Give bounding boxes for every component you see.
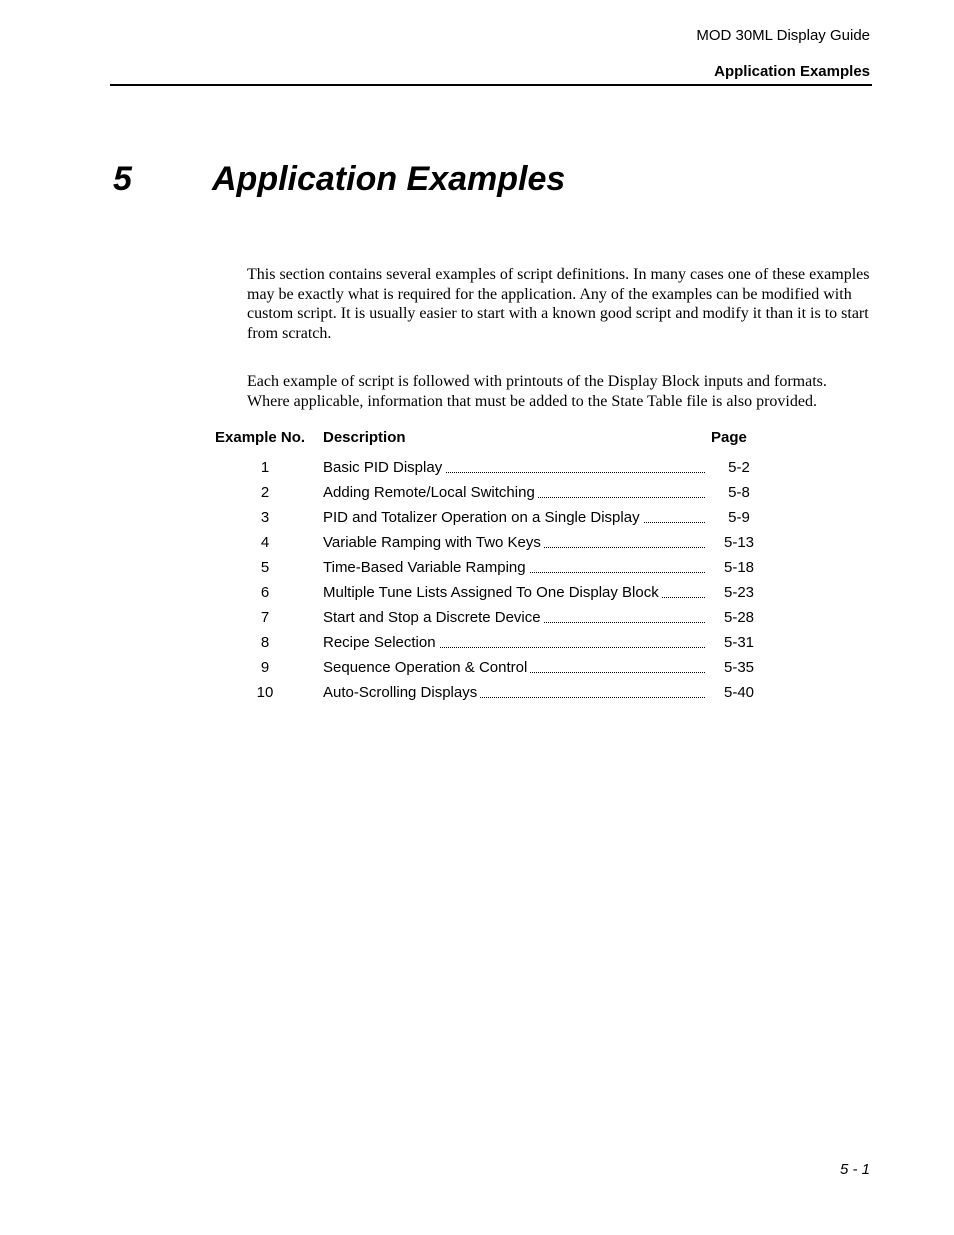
toc-header-page: Page [711,429,747,446]
example-description: Start and Stop a Discrete Device [323,609,705,626]
table-row[interactable] [0,531,954,556]
example-number: 4 [260,534,270,551]
header-doc-title: MOD 30ML Display Guide [696,27,870,44]
example-number: 10 [256,684,274,701]
example-number: 6 [260,584,270,601]
example-description: Variable Ramping with Two Keys [323,534,705,551]
example-table [0,456,954,706]
example-description: PID and Totalizer Operation on a Single Display [323,509,705,526]
example-number: 7 [260,609,270,626]
example-number: 8 [260,634,270,651]
example-number: 9 [260,659,270,676]
example-description: Multiple Tune Lists Assigned To One Display Block [323,584,705,601]
example-number: 1 [260,459,270,476]
chapter-title: Application Examples [212,160,566,198]
example-page: 5-28 [723,609,755,626]
example-page: 5-13 [723,534,755,551]
table-row[interactable] [0,606,954,631]
example-page: 5-8 [728,484,750,501]
toc-header-example-no: Example No. [215,429,306,446]
example-number: 3 [260,509,270,526]
example-page: 5-18 [723,559,755,576]
header-section-title: Application Examples [714,63,870,80]
example-description: Time-Based Variable Ramping [323,559,705,576]
example-page: 5-9 [728,509,750,526]
example-page: 5-40 [723,684,755,701]
example-number: 5 [260,559,270,576]
example-description: Sequence Operation & Control [323,659,705,676]
example-page: 5-2 [728,459,750,476]
chapter-number: 5 [113,160,132,198]
table-row[interactable] [0,581,954,606]
table-row[interactable] [0,681,954,706]
intro-paragraph: This section contains several examples of script definitions. In many cases one of these examples may be exactly what is required for the application. Any of the examples can be modified with custom script. It is usually easier to start with a known good script and modify it than it is to start from scratch. [247,266,870,342]
table-row[interactable] [0,656,954,681]
example-description: Recipe Selection [323,634,705,651]
table-row[interactable] [0,556,954,581]
example-description: Adding Remote/Local Switching [323,484,705,501]
example-number: 2 [260,484,270,501]
example-description: Basic PID Display [323,459,705,476]
printouts-paragraph: Each example of script is followed with printouts of the Display Block inputs and formats. Where applicable, information that must be added to the State Table file is also provided. [247,373,827,410]
table-row[interactable] [0,506,954,531]
chapter-heading [113,160,565,199]
table-row[interactable] [0,481,954,506]
table-row[interactable] [0,456,954,481]
example-page: 5-23 [723,584,755,601]
page-number: 5 - 1 [839,1161,870,1178]
example-page: 5-35 [723,659,755,676]
toc-header-description: Description [323,429,406,446]
header-divider [110,84,872,86]
example-page: 5-31 [723,634,755,651]
example-description: Auto-Scrolling Displays [323,684,705,701]
table-row[interactable] [0,631,954,656]
